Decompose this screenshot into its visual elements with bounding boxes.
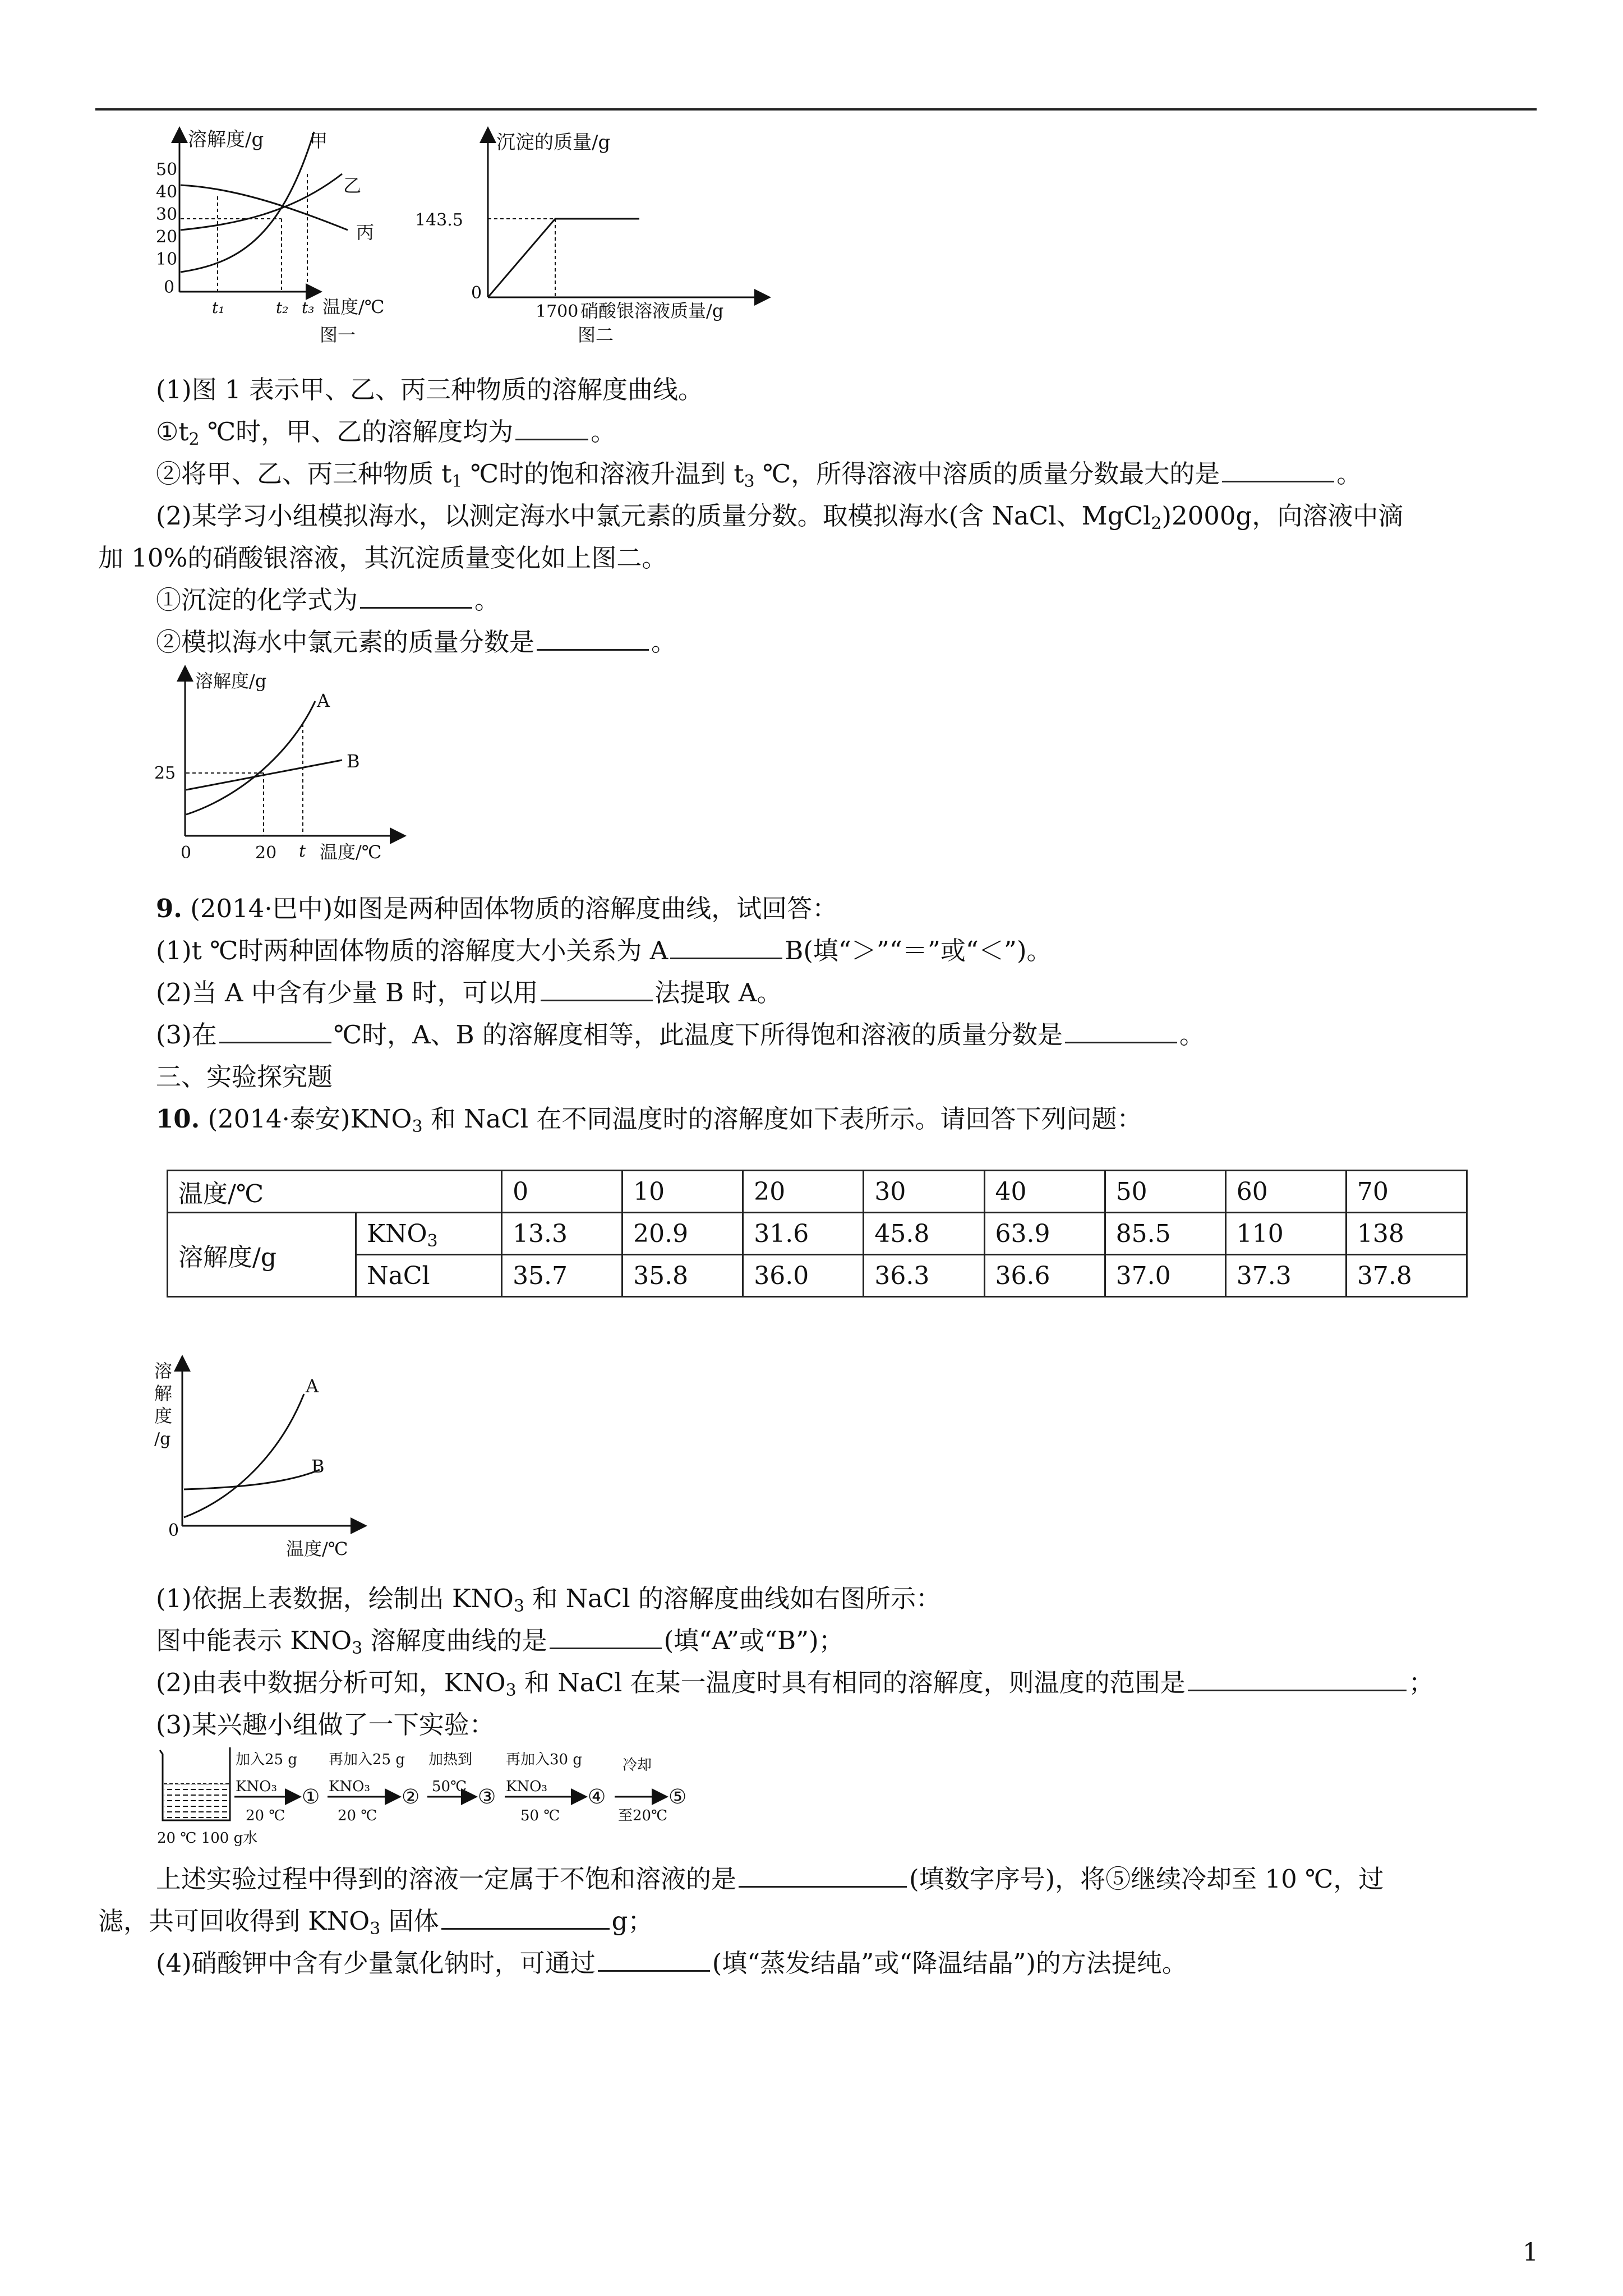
figure-2-precipitate	[415, 129, 774, 348]
fig1-ytick: 20	[156, 227, 178, 247]
fig1-xtick: t₁	[212, 298, 225, 317]
table-cell: 31.6	[743, 1213, 864, 1255]
answer-blank[interactable]	[537, 627, 649, 651]
table-cell: 45.8	[864, 1213, 984, 1255]
solubility-table	[167, 1170, 1468, 1297]
answer-blank[interactable]	[670, 935, 782, 959]
step-label: 再加入30 g	[506, 1751, 582, 1768]
table-cell: 36.3	[864, 1255, 984, 1297]
section-3-heading: 三、实验探究题	[156, 1062, 333, 1092]
answer-blank[interactable]	[598, 1948, 710, 1972]
fig2-xlabel: 硝酸银溶液质量/g	[580, 300, 724, 321]
fig1-ytick: 30	[156, 205, 178, 224]
fig1-ytick: 10	[156, 250, 178, 269]
table-cell: 13.3	[502, 1213, 623, 1255]
step-label: 冷却	[623, 1757, 652, 1774]
table-cell: 0	[502, 1171, 623, 1213]
page-number: 1	[1523, 2238, 1538, 2267]
q10-p1: (1)依据上表数据，绘制出 $KNO_3$ 和 NaCl 的溶解度曲线如右图所示：	[156, 1584, 941, 1616]
node-2: ②	[402, 1786, 420, 1809]
q8-p2-cont: 加 10%的硝酸银溶液，其沉淀质量变化如上图二。	[98, 543, 667, 573]
experiment-diagram	[151, 1742, 712, 1854]
answer-blank[interactable]	[739, 1864, 907, 1888]
table-species-label: $KNO_3$	[356, 1213, 502, 1255]
q9fig-origin: 0	[181, 843, 192, 863]
table-cell: 10	[623, 1171, 743, 1213]
answer-blank[interactable]	[219, 1019, 331, 1043]
fig1-xtick: t₃	[302, 298, 315, 317]
answer-blank[interactable]	[550, 1625, 662, 1649]
step-label: 20 ℃	[246, 1807, 285, 1824]
fig1-xlabel: 温度/℃	[322, 296, 385, 318]
curve-yi	[181, 174, 342, 230]
figure-q10-solubility	[151, 1358, 376, 1571]
fig1-caption: 图一	[320, 324, 356, 346]
q9-p2: (2)当 A 中含有少量 B 时，可以用 法提取 A。	[156, 978, 782, 1007]
table-cell: 36.6	[984, 1255, 1105, 1297]
table-row-label: 溶解度/g	[168, 1213, 356, 1297]
answer-blank[interactable]	[360, 585, 472, 609]
q10-p3: (3)某兴趣小组做了一下实验：	[156, 1710, 495, 1740]
table-cell: 70	[1346, 1171, 1467, 1213]
label-a: A	[306, 1375, 319, 1397]
step-label: KNO₃	[236, 1778, 277, 1795]
table-cell: 35.8	[623, 1255, 743, 1297]
answer-blank[interactable]	[1188, 1667, 1407, 1691]
fig2-ytick: 143.5	[415, 210, 463, 230]
table-cell: 35.7	[502, 1255, 623, 1297]
label-jia: 甲	[310, 130, 328, 151]
step-label: 50℃	[432, 1778, 467, 1795]
q9-p1: (1)t ℃时两种固体物质的溶解度大小关系为 A B(填“＞”“＝”或“＜”)。	[156, 936, 1052, 965]
q9fig-ytick: 25	[154, 763, 176, 783]
q9-title: 9. (2014·巴中)如图是两种固体物质的溶解度曲线，试回答：	[156, 894, 838, 923]
answer-blank[interactable]	[1222, 458, 1334, 482]
table-cell: 63.9	[984, 1213, 1105, 1255]
fig1-xtick: t₂	[276, 298, 289, 317]
q10-p4: (4)硝酸钾中含有少量氯化钠时，可通过 (填“蒸发结晶”或“降温结晶”)的方法提纯。	[156, 1948, 1187, 1978]
step-label: KNO₃	[506, 1778, 547, 1795]
q9fig-xlabel: 温度/℃	[320, 841, 382, 863]
q10-p3a: 上述实验过程中得到的溶液一定属于不饱和溶液的是 (填数字序号)，将⑤继续冷却至 10 ℃，过	[156, 1864, 1384, 1894]
fig2-origin: 0	[471, 283, 482, 303]
node-1: ①	[302, 1786, 320, 1809]
step-label: 至20℃	[618, 1807, 668, 1824]
table-row	[168, 1171, 1467, 1213]
q10-p3b: 滤，共可回收得到 $KNO_3$ 固体 g；	[98, 1906, 653, 1939]
answer-blank[interactable]	[515, 416, 588, 440]
q8-p1a: $①t_2$ ℃时，甲、乙的溶解度均为 。	[156, 417, 616, 449]
q8-p1b: ②将甲、乙、丙三种物质 $t_1$ ℃时的饱和溶液升温到 $t_3$ ℃，所得溶液中溶质的质量分数最大的是 。	[156, 459, 1362, 491]
table-cell: 20.9	[623, 1213, 743, 1255]
fig1-ytick: 40	[156, 182, 178, 202]
label-bing: 丙	[356, 222, 375, 243]
table-cell: 110	[1225, 1213, 1346, 1255]
step-label: 50 ℃	[520, 1807, 560, 1824]
node-3: ③	[478, 1786, 496, 1809]
step-label: KNO₃	[329, 1778, 370, 1795]
node-4: ④	[588, 1786, 606, 1809]
q10fig-xlabel: 温度/℃	[286, 1538, 348, 1559]
q9fig-ylabel: 溶解度/g	[195, 670, 267, 692]
label-yi: 乙	[343, 175, 362, 196]
curve-a	[186, 701, 315, 815]
fig1-ylabel: 溶解度/g	[188, 128, 264, 151]
q10fig-ylabel: 度	[154, 1405, 173, 1427]
step-label: 加入25 g	[236, 1751, 297, 1768]
figure-1-solubility	[151, 129, 409, 348]
q10fig-origin: 0	[168, 1521, 179, 1540]
table-cell: 20	[743, 1171, 864, 1213]
table-cell: 30	[864, 1171, 984, 1213]
q9fig-xtick-t: t	[299, 841, 306, 861]
q10fig-ylabel: 溶	[154, 1360, 173, 1382]
fig2-xtick: 1700	[536, 302, 579, 321]
header-rule	[95, 108, 1537, 111]
fig1-ytick: 0	[164, 278, 175, 297]
table-header-label: 温度/℃	[168, 1171, 502, 1213]
q10fig-ylabel: /g	[154, 1429, 171, 1449]
curve-a	[184, 1394, 304, 1517]
table-cell: 37.3	[1225, 1255, 1346, 1297]
answer-blank[interactable]	[441, 1906, 610, 1930]
node-5: ⑤	[668, 1786, 687, 1809]
table-species-label: NaCl	[356, 1255, 502, 1297]
step-label: 加热到	[428, 1751, 473, 1768]
table-cell: 37.0	[1105, 1255, 1225, 1297]
table-row	[168, 1255, 1467, 1297]
label-a: A	[317, 690, 330, 711]
beaker-label: 20 ℃ 100 g水	[157, 1830, 258, 1847]
q9fig-xtick: 20	[255, 843, 277, 863]
q10-p2: (2)由表中数据分析可知，$KNO_3$ 和 NaCl 在某一温度时具有相同的溶解度，则温度的范围是 ；	[156, 1668, 1434, 1700]
q10-p1b: 图中能表示 $KNO_3$ 溶解度曲线的是 (填“A”或“B”)；	[156, 1626, 844, 1658]
q8-p2a: ①沉淀的化学式为 。	[156, 585, 500, 615]
label-b: B	[311, 1456, 325, 1477]
fig2-caption: 图二	[578, 324, 614, 346]
table-cell: 36.0	[743, 1255, 864, 1297]
curve-bing	[181, 185, 348, 230]
answer-blank[interactable]	[541, 977, 653, 1001]
fig1-ytick: 50	[156, 160, 178, 180]
step-label: 再加入25 g	[329, 1751, 405, 1768]
q8-p2b: ②模拟海水中氯元素的质量分数是 。	[156, 627, 677, 657]
table-row	[168, 1213, 1467, 1255]
table-cell: 50	[1105, 1171, 1225, 1213]
step-label: 20 ℃	[338, 1807, 377, 1824]
table-cell: 85.5	[1105, 1213, 1225, 1255]
q10fig-ylabel: 解	[154, 1383, 173, 1404]
q9-p3: (3)在 ℃时，A、B 的溶解度相等，此温度下所得饱和溶液的质量分数是 。	[156, 1020, 1205, 1050]
table-cell: 60	[1225, 1171, 1346, 1213]
table-cell: 37.8	[1346, 1255, 1467, 1297]
figure-q9-solubility	[151, 668, 409, 869]
label-b: B	[347, 751, 360, 772]
answer-blank[interactable]	[1065, 1019, 1177, 1043]
fig2-ylabel: 沉淀的质量/g	[496, 131, 611, 154]
q8-p2: (2)某学习小组模拟海水，以测定海水中氯元素的质量分数。取模拟海水(含 NaCl、MgCl$_2$)2000g，向溶液中滴	[156, 501, 1404, 533]
table-cell: 138	[1346, 1213, 1467, 1255]
q8-p1: (1)图 1 表示甲、乙、丙三种物质的溶解度曲线。	[156, 375, 703, 404]
table-cell: 40	[984, 1171, 1105, 1213]
q10-title: 10. (2014·泰安)$KNO_3$ 和 NaCl 在不同温度时的溶解度如下表所示。请回答下列问题：	[156, 1104, 1142, 1137]
